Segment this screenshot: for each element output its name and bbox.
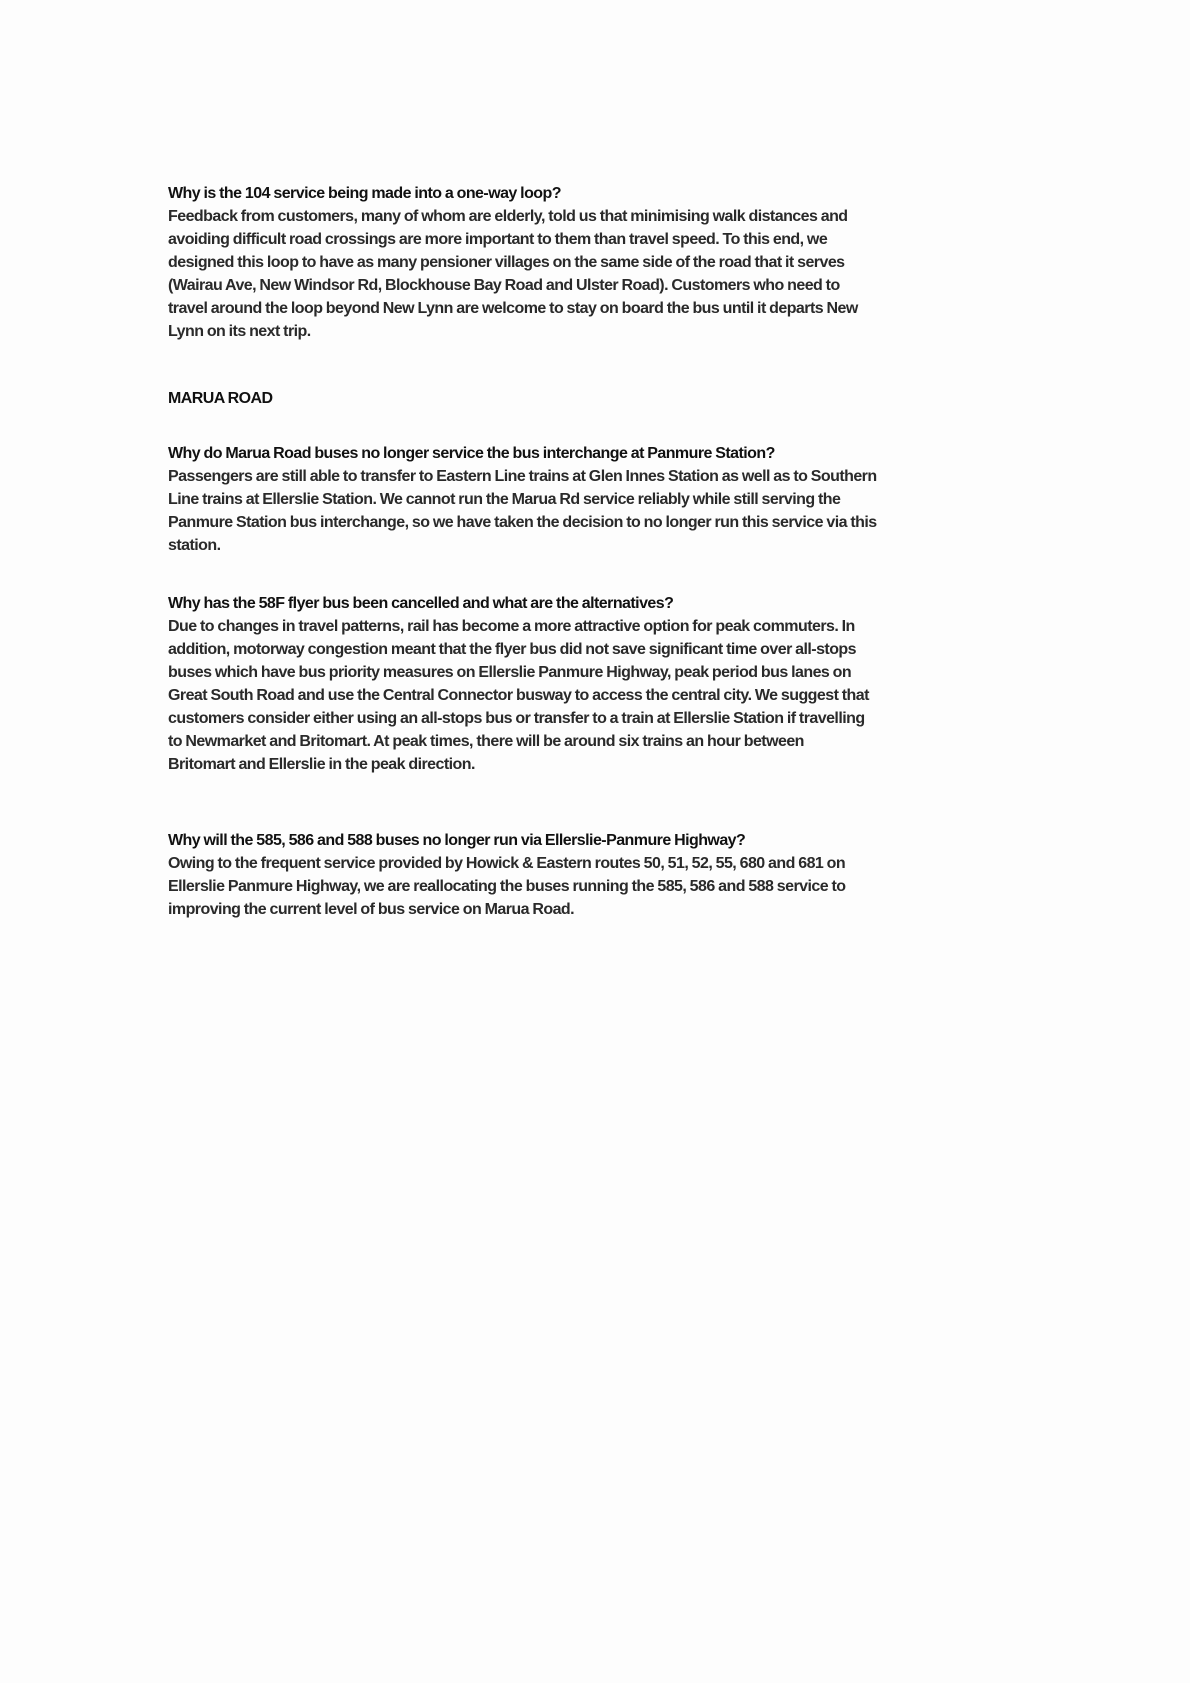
- faq-body-line: avoiding difficult road crossings are more important to them than travel speed. To this end, we: [168, 231, 828, 248]
- faq-body-line: Panmure Station bus interchange, so we have taken the decision to no longer run this service via this: [168, 514, 877, 531]
- faq-body-line: Lynn on its next trip.: [168, 323, 311, 340]
- faq-body-line: Owing to the frequent service provided by Howick & Eastern routes 50, 51, 52, 55, 680 and 681 on: [168, 855, 846, 872]
- faq-body-line: improving the current level of bus service on Marua Road.: [168, 901, 575, 918]
- faq-heading: Why has the 58F flyer bus been cancelled and what are the alternatives?: [168, 595, 674, 612]
- faq-body-line: buses which have bus priority measures on Ellerslie Panmure Highway, peak period bus lanes on: [168, 664, 852, 681]
- faq-body-line: (Wairau Ave, New Windsor Rd, Blockhouse Bay Road and Ulster Road). Customers who need to: [168, 277, 840, 294]
- faq-body-line: addition, motorway congestion meant that the flyer bus did not save significant time over all-stops: [168, 641, 856, 658]
- faq-body-line: travel around the loop beyond New Lynn are welcome to stay on board the bus until it departs New: [168, 300, 858, 317]
- faq-body-line: designed this loop to have as many pensioner villages on the same side of the road that it serves: [168, 254, 845, 271]
- faq-heading: Why is the 104 service being made into a one-way loop?: [168, 185, 561, 202]
- faq-104-loop: [168, 182, 1068, 343]
- section-title-block: [168, 387, 1068, 410]
- faq-body-line: Feedback from customers, many of whom are elderly, told us that minimising walk distances and: [168, 208, 848, 225]
- faq-585-586-588: [168, 829, 1068, 921]
- faq-body-line: Great South Road and use the Central Connector busway to access the central city. We suggest that: [168, 687, 869, 704]
- faq-body-line: customers consider either using an all-stops bus or transfer to a train at Ellerslie Station if travelling: [168, 710, 865, 727]
- faq-body-line: to Newmarket and Britomart. At peak times, there will be around six trains an hour between: [168, 733, 804, 750]
- faq-body-line: Ellerslie Panmure Highway, we are reallocating the buses running the 585, 586 and 588 service to: [168, 878, 846, 895]
- faq-body-line: Line trains at Ellerslie Station. We cannot run the Marua Rd service reliably while still serving the: [168, 491, 841, 508]
- faq-heading: Why will the 585, 586 and 588 buses no longer run via Ellerslie-Panmure Highway?: [168, 832, 746, 849]
- faq-body-line: Britomart and Ellerslie in the peak direction.: [168, 756, 475, 773]
- faq-heading: Why do Marua Road buses no longer service the bus interchange at Panmure Station?: [168, 445, 775, 462]
- faq-body-line: Passengers are still able to transfer to Eastern Line trains at Glen Innes Station as well as to Southern: [168, 468, 877, 485]
- faq-body-line: station.: [168, 537, 221, 554]
- faq-58f-flyer: [168, 592, 1068, 776]
- faq-body-line: Due to changes in travel patterns, rail has become a more attractive option for peak commuters. In: [168, 618, 855, 635]
- faq-panmure-station: [168, 442, 1068, 557]
- section-title: MARUA ROAD: [168, 390, 273, 407]
